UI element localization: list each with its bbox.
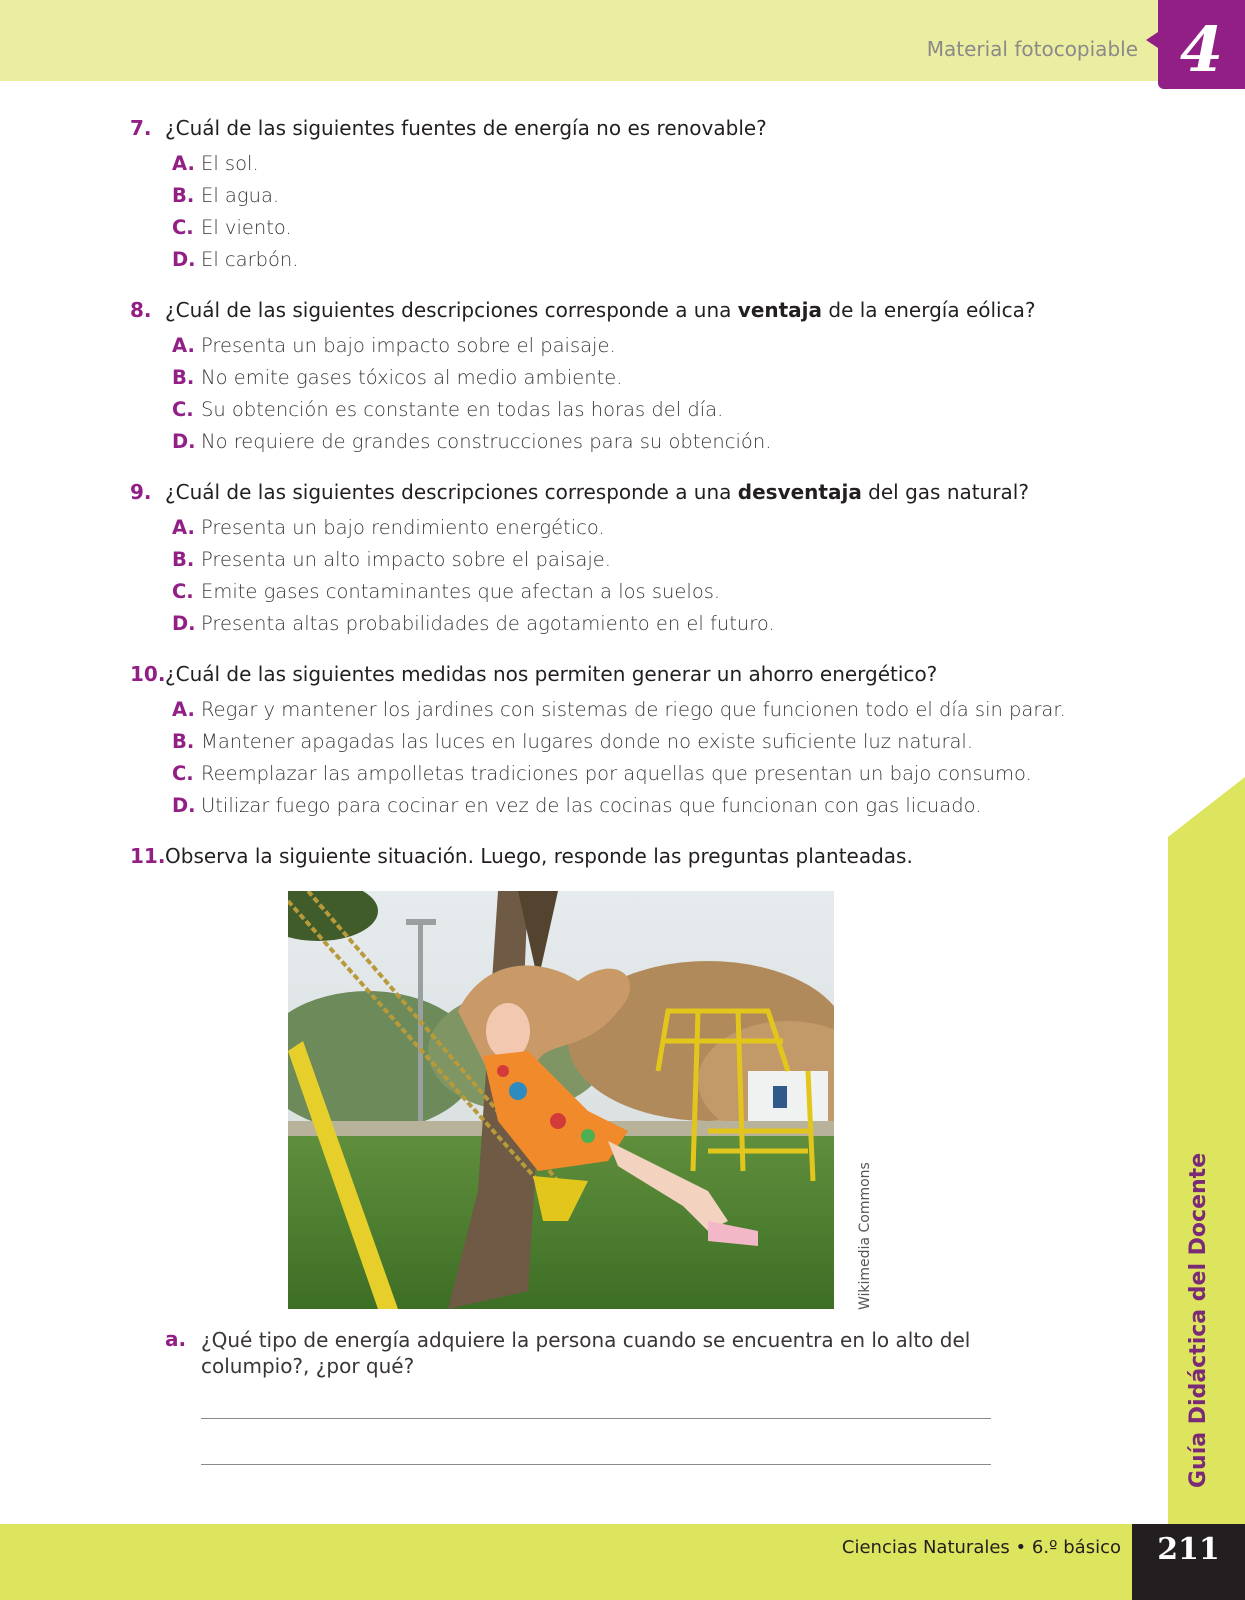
option-c[interactable] [172, 216, 292, 239]
swing-photo [288, 891, 834, 1309]
question-number: 7. [130, 116, 152, 140]
option-letter: D. [172, 430, 196, 453]
option-text: Su obtención es constante en todas las horas del día. [201, 398, 724, 421]
option-text: Presenta un alto impacto sobre el paisaje. [201, 548, 611, 571]
option-b[interactable] [172, 548, 611, 571]
option-letter: C. [172, 580, 194, 603]
option-d[interactable] [172, 612, 775, 635]
option-letter: A. [172, 334, 195, 357]
question-text-part: del gas natural? [861, 480, 1029, 504]
option-letter: A. [172, 152, 195, 175]
question-number: 11. [130, 844, 166, 868]
option-c[interactable] [172, 762, 1032, 785]
option-letter: A. [172, 698, 195, 721]
question-text [165, 298, 1035, 322]
question-text-part: ¿Cuál de las siguientes descripciones corresponde a una [165, 480, 738, 504]
option-d[interactable] [172, 248, 299, 271]
option-a[interactable] [172, 698, 1066, 721]
page-number: 211 [1157, 1532, 1220, 1567]
sub-question-letter: a. [165, 1327, 187, 1351]
option-text: Mantener apagadas las luces en lugares donde no existe suficiente luz natural. [201, 730, 974, 753]
option-text: Presenta un bajo impacto sobre el paisaje. [201, 334, 616, 357]
option-text: El sol. [201, 152, 259, 175]
question-text-part: de la energía eólica? [822, 298, 1036, 322]
answer-line[interactable] [201, 1464, 991, 1465]
question-text: ¿Cuál de las siguientes medidas nos permiten generar un ahorro energético? [165, 662, 938, 686]
side-band-corner [1168, 777, 1245, 837]
option-b[interactable] [172, 366, 623, 389]
option-letter: C. [172, 762, 194, 785]
option-letter: D. [172, 248, 196, 271]
material-label: Material fotocopiable [926, 37, 1138, 61]
option-letter: B. [172, 366, 195, 389]
option-letter: B. [172, 548, 195, 571]
option-d[interactable] [172, 430, 771, 453]
option-text: Presenta altas probabilidades de agotamiento en el futuro. [201, 612, 775, 635]
unit-number: 4 [1179, 13, 1224, 86]
question-text-part: ¿Cuál de las siguientes descripciones corresponde a una [165, 298, 738, 322]
option-c[interactable] [172, 580, 720, 603]
question-text: Observa la siguiente situación. Luego, responde las preguntas planteadas. [165, 844, 913, 868]
option-text: El carbón. [201, 248, 299, 271]
question-number: 8. [130, 298, 152, 322]
question-keyword: ventaja [737, 298, 823, 322]
question-text: ¿Cuál de las siguientes fuentes de energía no es renovable? [165, 116, 767, 140]
footer-course: Ciencias Naturales • 6.º básico [841, 1537, 1121, 1558]
option-text: Regar y mantener los jardines con sistemas de riego que funcionen todo el día sin parar. [201, 698, 1066, 721]
option-text: Utilizar fuego para cocinar en vez de las cocinas que funcionan con gas licuado. [201, 794, 982, 817]
option-b[interactable] [172, 184, 279, 207]
photo-credit: Wikimedia Commons [857, 1162, 873, 1310]
unit-tab-notch [1146, 32, 1158, 48]
question-keyword: desventaja [737, 480, 862, 504]
option-text: Emite gases contaminantes que afectan a los suelos. [201, 580, 721, 603]
option-text: No emite gases tóxicos al medio ambiente. [201, 366, 623, 389]
option-letter: B. [172, 184, 195, 207]
option-text: El viento. [201, 216, 292, 239]
question-number: 9. [130, 480, 152, 504]
footer-band [0, 1524, 1245, 1600]
option-c[interactable] [172, 398, 723, 421]
option-b[interactable] [172, 730, 973, 753]
option-letter: D. [172, 794, 196, 817]
question-number: 10. [130, 662, 166, 686]
option-letter: C. [172, 398, 194, 421]
option-text: Presenta un bajo rendimiento energético. [201, 516, 605, 539]
option-a[interactable] [172, 152, 259, 175]
option-d[interactable] [172, 794, 981, 817]
option-letter: A. [172, 516, 195, 539]
option-text: Reemplazar las ampolletas tradiciones por aquellas que presentan un bajo consumo. [201, 762, 1032, 785]
answer-line[interactable] [201, 1418, 991, 1419]
option-text: No requiere de grandes construcciones para su obtención. [201, 430, 772, 453]
option-a[interactable] [172, 334, 616, 357]
swing-illustration [288, 891, 834, 1309]
sub-question-text: ¿Qué tipo de energía adquiere la persona cuando se encuentra en lo alto del columpio?, ¿por qué? [201, 1328, 971, 1378]
option-letter: B. [172, 730, 195, 753]
question-text [165, 480, 1029, 504]
option-letter: C. [172, 216, 194, 239]
sidebar-title: Guía Didáctica del Docente [1186, 1152, 1211, 1488]
option-text: El agua. [201, 184, 280, 207]
option-a[interactable] [172, 516, 605, 539]
option-letter: D. [172, 612, 196, 635]
